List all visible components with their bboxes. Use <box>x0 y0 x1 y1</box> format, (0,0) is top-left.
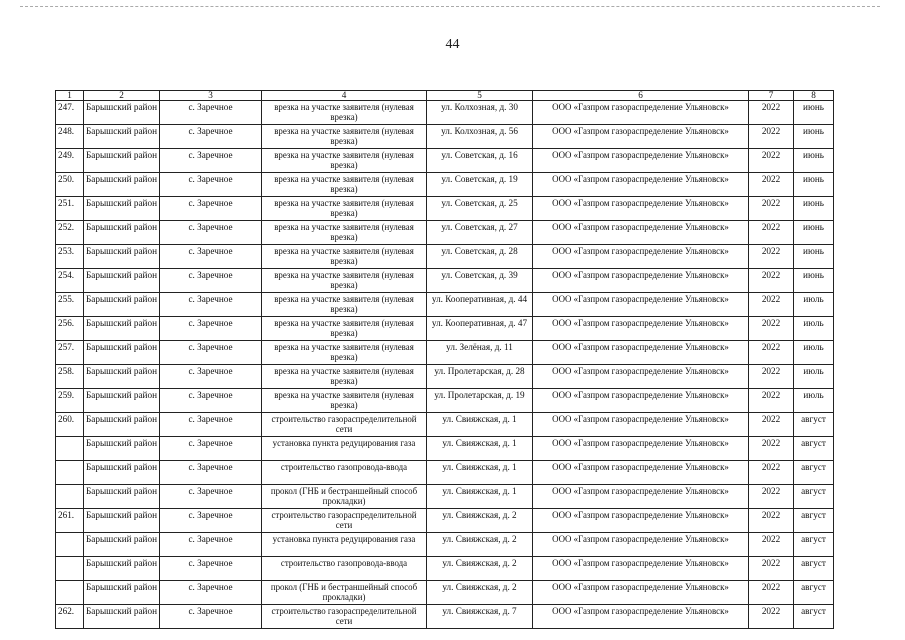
district-cell: Барышский район <box>84 485 160 509</box>
year-cell: 2022 <box>749 173 794 197</box>
organization-cell: ООО «Газпром газораспределение Ульяновск» <box>533 389 749 413</box>
organization-cell: ООО «Газпром газораспределение Ульяновск» <box>533 197 749 221</box>
month-cell: июнь <box>794 197 834 221</box>
work-type-cell: врезка на участке заявителя (нулевая врезка) <box>262 245 427 269</box>
organization-cell: ООО «Газпром газораспределение Ульяновск» <box>533 293 749 317</box>
work-type-cell: врезка на участке заявителя (нулевая врезка) <box>262 269 427 293</box>
district-cell: Барышский район <box>84 197 160 221</box>
settlement-cell: с. Заречное <box>160 101 262 125</box>
address-cell: ул. Свияжская, д. 1 <box>427 413 533 437</box>
address-cell: ул. Советская, д. 39 <box>427 269 533 293</box>
district-cell: Барышский район <box>84 389 160 413</box>
district-cell: Барышский район <box>84 101 160 125</box>
settlement-cell: с. Заречное <box>160 533 262 557</box>
address-cell: ул. Свияжская, д. 2 <box>427 509 533 533</box>
district-cell: Барышский район <box>84 581 160 605</box>
month-cell: август <box>794 437 834 461</box>
work-type-cell: врезка на участке заявителя (нулевая врезка) <box>262 293 427 317</box>
address-cell: ул. Свияжская, д. 2 <box>427 533 533 557</box>
address-cell: ул. Колхозная, д. 56 <box>427 125 533 149</box>
district-cell: Барышский район <box>84 413 160 437</box>
work-type-cell: врезка на участке заявителя (нулевая врезка) <box>262 365 427 389</box>
address-cell: ул. Советская, д. 27 <box>427 221 533 245</box>
month-cell: июль <box>794 389 834 413</box>
work-type-cell: врезка на участке заявителя (нулевая врезка) <box>262 125 427 149</box>
table-row <box>56 173 834 197</box>
settlement-cell: с. Заречное <box>160 365 262 389</box>
year-cell: 2022 <box>749 605 794 629</box>
district-cell: Барышский район <box>84 293 160 317</box>
settlement-cell: с. Заречное <box>160 461 262 485</box>
header-cell-4: 4 <box>262 91 427 101</box>
settlement-cell: с. Заречное <box>160 605 262 629</box>
year-cell: 2022 <box>749 413 794 437</box>
address-cell: ул. Советская, д. 25 <box>427 197 533 221</box>
month-cell: июнь <box>794 125 834 149</box>
row-number-cell: 259. <box>56 389 84 413</box>
row-number-cell: 261. <box>56 509 84 533</box>
table-row <box>56 365 834 389</box>
district-cell: Барышский район <box>84 269 160 293</box>
row-number-cell: 248. <box>56 125 84 149</box>
month-cell: июль <box>794 317 834 341</box>
work-type-cell: строительство газораспределительной сети <box>262 605 427 629</box>
row-number-cell: 254. <box>56 269 84 293</box>
district-cell: Барышский район <box>84 245 160 269</box>
address-cell: ул. Пролетарская, д. 28 <box>427 365 533 389</box>
year-cell: 2022 <box>749 509 794 533</box>
table-row <box>56 389 834 413</box>
row-number-cell: 262. <box>56 605 84 629</box>
header-row <box>56 91 834 101</box>
table-row <box>56 101 834 125</box>
month-cell: июнь <box>794 269 834 293</box>
year-cell: 2022 <box>749 389 794 413</box>
organization-cell: ООО «Газпром газораспределение Ульяновск» <box>533 437 749 461</box>
row-number-cell: 260. <box>56 413 84 437</box>
table-row <box>56 485 834 509</box>
table-row <box>56 149 834 173</box>
district-cell: Барышский район <box>84 221 160 245</box>
month-cell: август <box>794 605 834 629</box>
year-cell: 2022 <box>749 101 794 125</box>
header-cell-5: 5 <box>427 91 533 101</box>
organization-cell: ООО «Газпром газораспределение Ульяновск» <box>533 149 749 173</box>
year-cell: 2022 <box>749 485 794 509</box>
district-cell: Барышский район <box>84 149 160 173</box>
district-cell: Барышский район <box>84 365 160 389</box>
address-cell: ул. Свияжская, д. 1 <box>427 485 533 509</box>
organization-cell: ООО «Газпром газораспределение Ульяновск» <box>533 125 749 149</box>
month-cell: август <box>794 485 834 509</box>
organization-cell: ООО «Газпром газораспределение Ульяновск» <box>533 269 749 293</box>
district-cell: Барышский район <box>84 125 160 149</box>
work-type-cell: строительство газопровода-ввода <box>262 557 427 581</box>
month-cell: июль <box>794 341 834 365</box>
settlement-cell: с. Заречное <box>160 317 262 341</box>
year-cell: 2022 <box>749 197 794 221</box>
year-cell: 2022 <box>749 437 794 461</box>
address-cell: ул. Советская, д. 28 <box>427 245 533 269</box>
row-number-cell: 255. <box>56 293 84 317</box>
row-number-cell: 251. <box>56 197 84 221</box>
table-row <box>56 413 834 437</box>
organization-cell: ООО «Газпром газораспределение Ульяновск» <box>533 221 749 245</box>
row-number-cell: 247. <box>56 101 84 125</box>
month-cell: июнь <box>794 149 834 173</box>
district-cell: Барышский район <box>84 557 160 581</box>
year-cell: 2022 <box>749 461 794 485</box>
settlement-cell: с. Заречное <box>160 125 262 149</box>
year-cell: 2022 <box>749 221 794 245</box>
work-type-cell: установка пункта редуцирования газа <box>262 533 427 557</box>
settlement-cell: с. Заречное <box>160 485 262 509</box>
header-cell-3: 3 <box>160 91 262 101</box>
year-cell: 2022 <box>749 533 794 557</box>
district-cell: Барышский район <box>84 437 160 461</box>
address-cell: ул. Кооперативная, д. 44 <box>427 293 533 317</box>
month-cell: август <box>794 461 834 485</box>
table-row <box>56 125 834 149</box>
address-cell: ул. Зелёная, д. 11 <box>427 341 533 365</box>
work-type-cell: врезка на участке заявителя (нулевая врезка) <box>262 149 427 173</box>
address-cell: ул. Свияжская, д. 1 <box>427 437 533 461</box>
year-cell: 2022 <box>749 341 794 365</box>
row-number-cell: 253. <box>56 245 84 269</box>
year-cell: 2022 <box>749 365 794 389</box>
header-cell-1: 1 <box>56 91 84 101</box>
row-number-cell: 250. <box>56 173 84 197</box>
header-cell-7: 7 <box>749 91 794 101</box>
row-number-cell <box>56 485 84 509</box>
year-cell: 2022 <box>749 125 794 149</box>
month-cell: август <box>794 581 834 605</box>
organization-cell: ООО «Газпром газораспределение Ульяновск» <box>533 533 749 557</box>
settlement-cell: с. Заречное <box>160 197 262 221</box>
settlement-cell: с. Заречное <box>160 149 262 173</box>
row-number-cell <box>56 437 84 461</box>
header-cell-8: 8 <box>794 91 834 101</box>
table-row <box>56 461 834 485</box>
year-cell: 2022 <box>749 269 794 293</box>
row-number-cell: 249. <box>56 149 84 173</box>
row-number-cell <box>56 533 84 557</box>
header-cell-2: 2 <box>84 91 160 101</box>
table-row <box>56 245 834 269</box>
row-number-cell: 257. <box>56 341 84 365</box>
work-type-cell: строительство газопровода-ввода <box>262 461 427 485</box>
row-number-cell: 258. <box>56 365 84 389</box>
address-cell: ул. Кооперативная, д. 47 <box>427 317 533 341</box>
month-cell: июнь <box>794 101 834 125</box>
settlement-cell: с. Заречное <box>160 221 262 245</box>
address-cell: ул. Пролетарская, д. 19 <box>427 389 533 413</box>
settlement-cell: с. Заречное <box>160 389 262 413</box>
district-cell: Барышский район <box>84 605 160 629</box>
month-cell: июль <box>794 365 834 389</box>
organization-cell: ООО «Газпром газораспределение Ульяновск» <box>533 101 749 125</box>
district-cell: Барышский район <box>84 533 160 557</box>
work-type-cell: установка пункта редуцирования газа <box>262 437 427 461</box>
work-type-cell: врезка на участке заявителя (нулевая врезка) <box>262 341 427 365</box>
settlement-cell: с. Заречное <box>160 341 262 365</box>
month-cell: август <box>794 509 834 533</box>
organization-cell: ООО «Газпром газораспределение Ульяновск» <box>533 317 749 341</box>
year-cell: 2022 <box>749 581 794 605</box>
address-cell: ул. Советская, д. 16 <box>427 149 533 173</box>
table-row <box>56 221 834 245</box>
table-row <box>56 509 834 533</box>
district-cell: Барышский район <box>84 173 160 197</box>
organization-cell: ООО «Газпром газораспределение Ульяновск» <box>533 485 749 509</box>
organization-cell: ООО «Газпром газораспределение Ульяновск» <box>533 605 749 629</box>
settlement-cell: с. Заречное <box>160 509 262 533</box>
table-row <box>56 581 834 605</box>
table-row <box>56 197 834 221</box>
table-row <box>56 293 834 317</box>
page-number: 44 <box>445 37 460 52</box>
work-type-cell: строительство газораспределительной сети <box>262 413 427 437</box>
header-cell-6: 6 <box>533 91 749 101</box>
month-cell: август <box>794 533 834 557</box>
work-type-cell: врезка на участке заявителя (нулевая врезка) <box>262 389 427 413</box>
settlement-cell: с. Заречное <box>160 581 262 605</box>
table-row <box>56 437 834 461</box>
work-type-cell: врезка на участке заявителя (нулевая врезка) <box>262 173 427 197</box>
row-number-cell <box>56 581 84 605</box>
month-cell: июнь <box>794 173 834 197</box>
row-number-cell: 256. <box>56 317 84 341</box>
organization-cell: ООО «Газпром газораспределение Ульяновск» <box>533 245 749 269</box>
settlement-cell: с. Заречное <box>160 293 262 317</box>
organization-cell: ООО «Газпром газораспределение Ульяновск» <box>533 509 749 533</box>
settlement-cell: с. Заречное <box>160 269 262 293</box>
work-type-cell: врезка на участке заявителя (нулевая врезка) <box>262 221 427 245</box>
organization-cell: ООО «Газпром газораспределение Ульяновск» <box>533 365 749 389</box>
district-cell: Барышский район <box>84 341 160 365</box>
year-cell: 2022 <box>749 557 794 581</box>
settlement-cell: с. Заречное <box>160 557 262 581</box>
work-type-cell: врезка на участке заявителя (нулевая врезка) <box>262 101 427 125</box>
address-cell: ул. Свияжская, д. 1 <box>427 461 533 485</box>
works-table <box>55 90 834 629</box>
year-cell: 2022 <box>749 149 794 173</box>
row-number-cell: 252. <box>56 221 84 245</box>
year-cell: 2022 <box>749 245 794 269</box>
district-cell: Барышский район <box>84 317 160 341</box>
organization-cell: ООО «Газпром газораспределение Ульяновск» <box>533 557 749 581</box>
address-cell: ул. Советская, д. 19 <box>427 173 533 197</box>
table-row <box>56 557 834 581</box>
table-body <box>56 101 834 629</box>
month-cell: август <box>794 413 834 437</box>
work-type-cell: прокол (ГНБ и бестраншейный способ прокладки) <box>262 485 427 509</box>
table-row <box>56 341 834 365</box>
organization-cell: ООО «Газпром газораспределение Ульяновск» <box>533 413 749 437</box>
scan-edge-line <box>20 6 880 8</box>
address-cell: ул. Колхозная, д. 30 <box>427 101 533 125</box>
table-row <box>56 605 834 629</box>
table-row <box>56 533 834 557</box>
work-type-cell: врезка на участке заявителя (нулевая врезка) <box>262 317 427 341</box>
organization-cell: ООО «Газпром газораспределение Ульяновск» <box>533 173 749 197</box>
work-type-cell: врезка на участке заявителя (нулевая врезка) <box>262 197 427 221</box>
row-number-cell <box>56 557 84 581</box>
district-cell: Барышский район <box>84 509 160 533</box>
month-cell: август <box>794 557 834 581</box>
organization-cell: ООО «Газпром газораспределение Ульяновск» <box>533 461 749 485</box>
work-type-cell: прокол (ГНБ и бестраншейный способ прокладки) <box>262 581 427 605</box>
address-cell: ул. Свияжская, д. 7 <box>427 605 533 629</box>
year-cell: 2022 <box>749 317 794 341</box>
settlement-cell: с. Заречное <box>160 245 262 269</box>
month-cell: июль <box>794 293 834 317</box>
row-number-cell <box>56 461 84 485</box>
address-cell: ул. Свияжская, д. 2 <box>427 581 533 605</box>
settlement-cell: с. Заречное <box>160 413 262 437</box>
organization-cell: ООО «Газпром газораспределение Ульяновск» <box>533 581 749 605</box>
organization-cell: ООО «Газпром газораспределение Ульяновск» <box>533 341 749 365</box>
settlement-cell: с. Заречное <box>160 173 262 197</box>
settlement-cell: с. Заречное <box>160 437 262 461</box>
address-cell: ул. Свияжская, д. 2 <box>427 557 533 581</box>
district-cell: Барышский район <box>84 461 160 485</box>
month-cell: июнь <box>794 221 834 245</box>
table-row <box>56 317 834 341</box>
month-cell: июнь <box>794 245 834 269</box>
work-type-cell: строительство газораспределительной сети <box>262 509 427 533</box>
year-cell: 2022 <box>749 293 794 317</box>
table-row <box>56 269 834 293</box>
